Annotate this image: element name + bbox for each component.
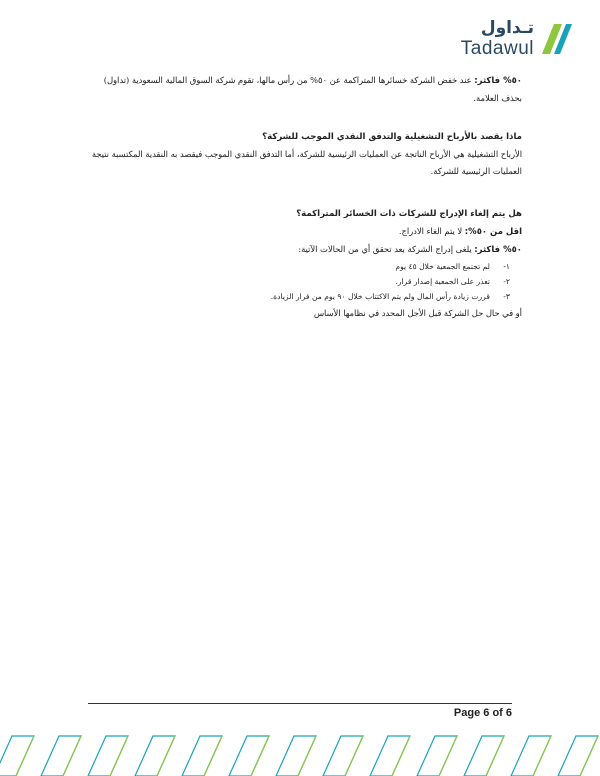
pattern-shape: [229, 736, 269, 776]
list-item-number: ١-: [503, 262, 510, 271]
under-50-line: [82, 223, 522, 241]
pattern-shape: [88, 736, 128, 776]
lead-text: عند خفض الشركة خسائرها المتراكمة عن ٥٠% من رأس مالها، تقوم شركة السوق المالية السعودية (تداول) بحذف العلامة.: [103, 75, 522, 103]
pattern-shape: [182, 736, 222, 776]
pattern-shape: [0, 736, 34, 776]
pattern-shape: [511, 736, 551, 776]
list-item: [82, 274, 510, 289]
pattern-stroke: [204, 736, 222, 776]
list-item: [82, 259, 510, 274]
over-50-text: يلغى إدراج الشركة بعد تحقق أي من الحالات الآتية:: [298, 244, 475, 254]
section-removal-note: [82, 72, 522, 107]
closing-line: أو في حال حل الشركة قبل الأجل المحدد في نظامها الأساس: [313, 308, 522, 318]
lead-bold-label: ٥٠% فاكثر:: [474, 76, 522, 86]
heading-delisting: هل يتم إلغاء الإدراج للشركات ذات الخسائر المتراكمة؟: [296, 209, 522, 219]
pattern-shape: [276, 736, 316, 776]
pattern-shape: [558, 736, 598, 776]
pattern-stroke: [486, 736, 504, 776]
pattern-stroke: [157, 736, 175, 776]
paragraph-operating-profits: الأرباح التشغيلية هي الأرباح الناتجة عن العمليات الرئيسية للشركة، أما التدفق النقدي الموجب فيقصد به النقدية المكتسبة نتيجة العمليات الرئيسية للشركة.: [91, 149, 522, 176]
pattern-stroke: [392, 736, 410, 776]
pattern-shape: [135, 736, 175, 776]
tadawul-logo: [414, 18, 574, 58]
list-item-text: قررت زيادة رأس المال ولم يتم الاكتتاب خلال ٩٠ يوم من قرار الزيادة.: [270, 292, 490, 301]
footer-divider: [88, 703, 512, 704]
list-item-number: ٢-: [503, 277, 510, 286]
pattern-shape: [41, 736, 81, 776]
page-number: Page 6 of 6: [453, 707, 512, 719]
pattern-shape: [464, 736, 504, 776]
heading-operating-profits: ماذا يقصد بالأرباح التشغيلية والتدفق النقدي الموجب للشركة؟: [262, 132, 522, 142]
under-50-label: اقل من ٥٠%:: [464, 227, 522, 237]
logo-english-text: Tadawul: [460, 38, 534, 59]
delisting-conditions-list: [82, 259, 522, 304]
pattern-shape: [323, 736, 363, 776]
pattern-stroke: [16, 736, 34, 776]
list-item-text: تعذر على الجمعية إصدار قرار.: [395, 277, 490, 286]
pattern-stroke: [63, 736, 81, 776]
pattern-stroke: [110, 736, 128, 776]
list-item-text: لم تجتمع الجمعية خلال ٤٥ يوم: [395, 262, 490, 271]
pattern-stroke: [298, 736, 316, 776]
pattern-stroke: [533, 736, 551, 776]
document-body: [82, 72, 522, 322]
tadawul-mark-icon: [540, 20, 574, 56]
over-50-line: [82, 241, 522, 259]
pattern-stroke: [580, 736, 598, 776]
over-50-label: ٥٠% فاكثر:: [474, 245, 522, 255]
under-50-text: لا يتم الغاء الادراج.: [398, 226, 465, 236]
list-item-number: ٣-: [503, 292, 510, 301]
pattern-shape: [417, 736, 457, 776]
pattern-shape: [370, 736, 410, 776]
list-item: [82, 289, 510, 304]
footer-pattern: [0, 732, 600, 776]
pattern-stroke: [439, 736, 457, 776]
logo-arabic-text: تـداول: [480, 18, 534, 38]
pattern-stroke: [251, 736, 269, 776]
pattern-stroke: [345, 736, 363, 776]
